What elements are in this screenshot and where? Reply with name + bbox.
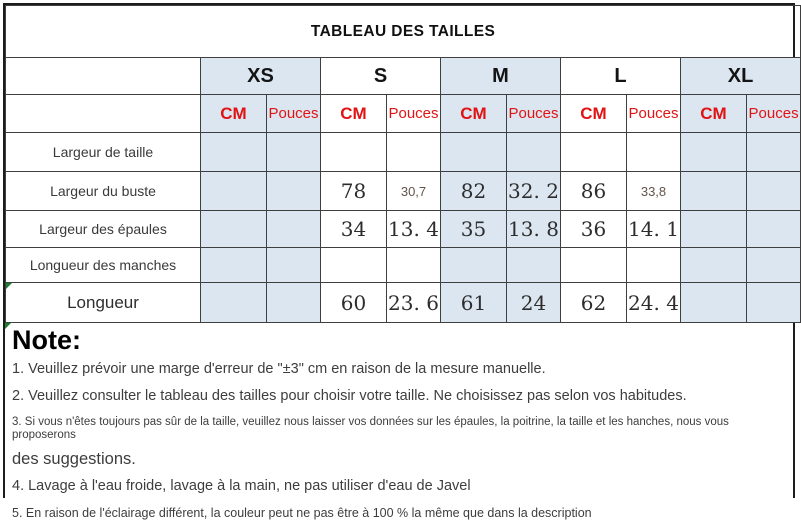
- note-item: des suggestions.: [12, 450, 136, 469]
- value-cell: 82: [441, 172, 507, 211]
- outer-frame: [3, 3, 799, 520]
- green-corner-marker-icon: [5, 323, 11, 329]
- value-cell: [267, 248, 321, 283]
- value-cell: 13. 4: [387, 211, 441, 248]
- row-label: Longueur des manches: [6, 248, 201, 283]
- row-label: Longueur: [6, 283, 201, 323]
- corner-cell: [6, 58, 201, 95]
- value-cell: 30,7: [387, 172, 441, 211]
- value-cell: [507, 133, 561, 172]
- value-cell: 14. 1: [627, 211, 681, 248]
- size-header-xs: XS: [201, 58, 321, 95]
- value-cell: [681, 211, 747, 248]
- value-cell: [201, 133, 267, 172]
- row-label: Largeur des épaules: [6, 211, 201, 248]
- value-cell: [561, 248, 627, 283]
- value-cell: 60: [321, 283, 387, 323]
- value-cell: [441, 133, 507, 172]
- value-cell: 24. 4: [627, 283, 681, 323]
- unit-pouces-xl: Pouces: [747, 95, 801, 133]
- size-table: [5, 5, 801, 323]
- unit-pouces-l: Pouces: [627, 95, 681, 133]
- value-cell: 36: [561, 211, 627, 248]
- value-cell: [507, 248, 561, 283]
- value-cell: 32. 2: [507, 172, 561, 211]
- value-cell: [201, 248, 267, 283]
- value-cell: [387, 248, 441, 283]
- value-cell: [747, 133, 801, 172]
- note-items: [12, 361, 785, 520]
- value-cell: [747, 211, 801, 248]
- value-cell: 33,8: [627, 172, 681, 211]
- value-cell: [267, 172, 321, 211]
- value-cell: [747, 172, 801, 211]
- value-cell: 78: [321, 172, 387, 211]
- size-header-row: [6, 58, 801, 95]
- note-item: 1. Veuillez prévoir une marge d'erreur de "±3" cm en raison de la mesure manuelle.: [12, 360, 546, 377]
- value-cell: [201, 172, 267, 211]
- value-cell: [201, 211, 267, 248]
- value-cell: [267, 211, 321, 248]
- value-cell: 24: [507, 283, 561, 323]
- value-cell: [681, 133, 747, 172]
- value-cell: [441, 248, 507, 283]
- size-header-s: S: [321, 58, 441, 95]
- row-label: Largeur du buste: [6, 172, 201, 211]
- unit-cm-xl: CM: [681, 95, 747, 133]
- value-cell: 61: [441, 283, 507, 323]
- value-cell: 86: [561, 172, 627, 211]
- unit-cm-m: CM: [441, 95, 507, 133]
- table-title: TABLEAU DES TAILLES: [6, 6, 801, 58]
- value-cell: [387, 133, 441, 172]
- value-cell: [267, 283, 321, 323]
- value-cell: [321, 248, 387, 283]
- note-item: 5. En raison de l'éclairage différent, la couleur peut ne pas être à 100 % la même que dans la description: [12, 506, 592, 520]
- unit-pouces-xs: Pouces: [267, 95, 321, 133]
- value-cell: [747, 248, 801, 283]
- unit-header-row: [6, 95, 801, 133]
- value-cell: [681, 283, 747, 323]
- value-cell: [627, 248, 681, 283]
- note-section: [5, 323, 793, 520]
- size-header-m: M: [441, 58, 561, 95]
- value-cell: [561, 133, 627, 172]
- value-cell: 62: [561, 283, 627, 323]
- value-cell: 34: [321, 211, 387, 248]
- value-cell: 13. 8: [507, 211, 561, 248]
- value-cell: [267, 133, 321, 172]
- table-row: [6, 172, 801, 211]
- value-cell: [627, 133, 681, 172]
- title-row: [6, 6, 801, 58]
- unit-pouces-s: Pouces: [387, 95, 441, 133]
- note-item: 4. Lavage à l'eau froide, lavage à la main, ne pas utiliser d'eau de Javel: [12, 478, 471, 495]
- note-item: 2. Veuillez consulter le tableau des tailles pour choisir votre taille. Ne choisissez pas selon vos habitudes.: [12, 388, 687, 405]
- value-cell: 35: [441, 211, 507, 248]
- size-header-xl: XL: [681, 58, 801, 95]
- value-cell: [681, 172, 747, 211]
- unit-pouces-m: Pouces: [507, 95, 561, 133]
- value-cell: [321, 133, 387, 172]
- value-cell: [681, 248, 747, 283]
- table-row: [6, 248, 801, 283]
- value-cell: [201, 283, 267, 323]
- green-corner-marker-icon: [6, 283, 12, 289]
- row-label: Largeur de taille: [6, 133, 201, 172]
- value-cell: [747, 283, 801, 323]
- table-row: [6, 211, 801, 248]
- corner-cell: [6, 95, 201, 133]
- note-heading: Note:: [12, 325, 81, 355]
- unit-cm-xs: CM: [201, 95, 267, 133]
- unit-cm-l: CM: [561, 95, 627, 133]
- unit-cm-s: CM: [321, 95, 387, 133]
- note-item: 3. Si vous n'êtes toujours pas sûr de la taille, veuillez nous laisser vos données sur les épaules, la poitrine, la taille et les hanches, nous vous proposerons: [12, 416, 729, 442]
- value-cell: 23. 6: [387, 283, 441, 323]
- size-header-l: L: [561, 58, 681, 95]
- table-row: [6, 283, 801, 323]
- table-row: [6, 133, 801, 172]
